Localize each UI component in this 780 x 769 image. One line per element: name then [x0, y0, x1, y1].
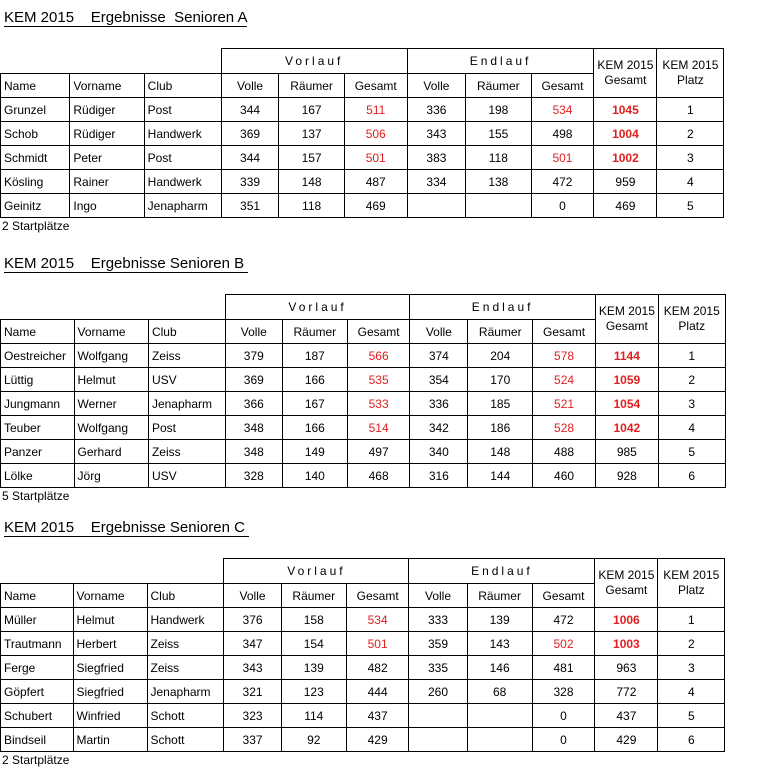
- cell-platz: 6: [658, 728, 725, 752]
- cell-club: Handwerk: [144, 122, 221, 146]
- cell-v-volle: 344: [221, 146, 279, 170]
- cell-e-volle: [409, 704, 467, 728]
- cell-vorname: Siegfried: [73, 656, 147, 680]
- header-raeumer: Räumer: [281, 584, 346, 608]
- cell-v-raeumer: 187: [282, 344, 347, 368]
- cell-vorname: Siegfried: [73, 680, 147, 704]
- cell-club: Post: [144, 146, 221, 170]
- cell-club: USV: [148, 464, 225, 488]
- cell-name: Geinitz: [1, 194, 70, 218]
- cell-club: Schott: [147, 728, 224, 752]
- cell-v-gesamt: 506: [344, 122, 407, 146]
- cell-name: Jungmann: [1, 392, 75, 416]
- startplaetze-note: 2 Startplätze: [2, 753, 70, 767]
- cell-v-raeumer: 154: [281, 632, 346, 656]
- table-row: [1, 416, 780, 440]
- cell-platz: 2: [658, 632, 725, 656]
- cell-e-raeumer: [467, 728, 532, 752]
- cell-kem-gesamt: 1004: [594, 122, 657, 146]
- cell-e-raeumer: 138: [466, 170, 531, 194]
- header-kem-gesamt: KEM 2015 Gesamt: [595, 295, 658, 344]
- cell-v-volle: 376: [224, 608, 281, 632]
- header-vorname: Vorname: [74, 320, 148, 344]
- cell-v-raeumer: 157: [279, 146, 344, 170]
- cell-e-volle: 374: [410, 344, 468, 368]
- cell-e-volle: 343: [407, 122, 465, 146]
- cell-club: Jenapharm: [148, 392, 225, 416]
- header-kem-gesamt: KEM 2015 Gesamt: [595, 559, 658, 608]
- cell-v-raeumer: 149: [282, 440, 347, 464]
- cell-v-gesamt: 511: [344, 98, 407, 122]
- cell-v-volle: 337: [224, 728, 281, 752]
- cell-e-gesamt: 0: [532, 728, 595, 752]
- cell-e-raeumer: 146: [467, 656, 532, 680]
- cell-vorname: Jörg: [74, 464, 148, 488]
- table-row: [1, 122, 780, 146]
- cell-e-volle: [407, 194, 465, 218]
- header-raeumer: Räumer: [279, 74, 344, 98]
- cell-e-volle: [409, 728, 467, 752]
- cell-kem-gesamt: 1054: [595, 392, 658, 416]
- results-table: [0, 294, 780, 488]
- cell-e-volle: 333: [409, 608, 467, 632]
- header-vorname: Vorname: [73, 584, 147, 608]
- cell-vorname: Rüdiger: [70, 98, 144, 122]
- cell-vorname: Winfried: [73, 704, 147, 728]
- cell-e-raeumer: 155: [466, 122, 531, 146]
- cell-v-raeumer: 137: [279, 122, 344, 146]
- section-title: KEM 2015 Ergebnisse Senioren C: [4, 519, 250, 536]
- cell-kem-gesamt: 1045: [594, 98, 657, 122]
- cell-v-volle: 343: [224, 656, 281, 680]
- results-table: [0, 48, 780, 218]
- header-club: Club: [147, 584, 224, 608]
- header-raeumer: Räumer: [467, 584, 532, 608]
- cell-e-volle: 354: [410, 368, 468, 392]
- cell-platz: 6: [658, 464, 725, 488]
- cell-e-gesamt: 481: [532, 656, 595, 680]
- section-title: KEM 2015 Ergebnisse Senioren B: [4, 255, 249, 272]
- cell-e-raeumer: 118: [466, 146, 531, 170]
- table-row: [1, 368, 780, 392]
- results-table: [0, 558, 780, 752]
- cell-kem-gesamt: 963: [595, 656, 658, 680]
- cell-club: Schott: [147, 704, 224, 728]
- header-gesamt: Gesamt: [532, 584, 595, 608]
- cell-name: Göpfert: [1, 680, 74, 704]
- cell-name: Trautmann: [1, 632, 74, 656]
- cell-e-raeumer: [466, 194, 531, 218]
- cell-vorname: Helmut: [73, 608, 147, 632]
- cell-v-volle: 347: [224, 632, 281, 656]
- cell-v-volle: 348: [225, 440, 282, 464]
- cell-e-gesamt: 472: [531, 170, 594, 194]
- table-row: [1, 680, 780, 704]
- cell-club: USV: [148, 368, 225, 392]
- cell-platz: 5: [657, 194, 724, 218]
- cell-e-gesamt: 488: [533, 440, 596, 464]
- cell-e-raeumer: [467, 704, 532, 728]
- cell-v-volle: 344: [221, 98, 279, 122]
- cell-e-volle: 334: [407, 170, 465, 194]
- cell-kem-gesamt: 959: [594, 170, 657, 194]
- section-senioren-c: [0, 510, 780, 769]
- cell-vorname: Wolfgang: [74, 344, 148, 368]
- header-vorname: Vorname: [70, 74, 144, 98]
- cell-v-volle: 351: [221, 194, 279, 218]
- cell-e-volle: 342: [410, 416, 468, 440]
- cell-vorname: Gerhard: [74, 440, 148, 464]
- cell-e-gesamt: 0: [531, 194, 594, 218]
- cell-name: Schubert: [1, 704, 74, 728]
- header-volle: Volle: [410, 320, 468, 344]
- cell-platz: 5: [658, 704, 725, 728]
- cell-v-raeumer: 158: [281, 608, 346, 632]
- section-senioren-a: [0, 0, 780, 246]
- header-gesamt: Gesamt: [346, 584, 409, 608]
- section-senioren-b: [0, 246, 780, 510]
- cell-vorname: Werner: [74, 392, 148, 416]
- cell-name: Oestreicher: [1, 344, 75, 368]
- cell-v-gesamt: 469: [344, 194, 407, 218]
- cell-vorname: Rüdiger: [70, 122, 144, 146]
- cell-name: Kösling: [1, 170, 70, 194]
- cell-platz: 3: [658, 656, 725, 680]
- cell-e-volle: 359: [409, 632, 467, 656]
- startplaetze-note: 2 Startplätze: [2, 219, 70, 233]
- cell-name: Teuber: [1, 416, 75, 440]
- table-row: [1, 704, 780, 728]
- cell-v-raeumer: 118: [279, 194, 344, 218]
- cell-platz: 1: [658, 344, 725, 368]
- cell-v-raeumer: 166: [282, 416, 347, 440]
- cell-e-volle: 336: [407, 98, 465, 122]
- cell-v-raeumer: 92: [281, 728, 346, 752]
- table-row: [1, 656, 780, 680]
- cell-v-gesamt: 501: [344, 146, 407, 170]
- header-gesamt: Gesamt: [344, 74, 407, 98]
- group-header-endlauf: Endlauf: [410, 295, 595, 320]
- cell-e-gesamt: 501: [531, 146, 594, 170]
- table-row: [1, 344, 780, 368]
- cell-platz: 2: [658, 368, 725, 392]
- header-kem-platz: KEM 2015 Platz: [658, 295, 725, 344]
- group-header-row: [1, 49, 780, 74]
- group-header-row: [1, 559, 780, 584]
- cell-vorname: Rainer: [70, 170, 144, 194]
- cell-club: Post: [144, 98, 221, 122]
- cell-name: Müller: [1, 608, 74, 632]
- cell-kem-gesamt: 1006: [595, 608, 658, 632]
- cell-e-raeumer: 186: [468, 416, 533, 440]
- header-kem-platz: KEM 2015 Platz: [657, 49, 724, 98]
- header-volle: Volle: [225, 320, 282, 344]
- cell-e-gesamt: 328: [532, 680, 595, 704]
- cell-e-gesamt: 578: [533, 344, 596, 368]
- cell-v-gesamt: 497: [347, 440, 410, 464]
- cell-v-raeumer: 167: [282, 392, 347, 416]
- cell-v-gesamt: 533: [347, 392, 410, 416]
- cell-e-gesamt: 528: [533, 416, 596, 440]
- table-row: [1, 98, 780, 122]
- header-name: Name: [1, 320, 75, 344]
- cell-v-raeumer: 167: [279, 98, 344, 122]
- cell-name: Bindseil: [1, 728, 74, 752]
- cell-vorname: Peter: [70, 146, 144, 170]
- cell-platz: 4: [658, 680, 725, 704]
- cell-platz: 5: [658, 440, 725, 464]
- cell-kem-gesamt: 469: [594, 194, 657, 218]
- cell-club: Zeiss: [147, 632, 224, 656]
- table-row: [1, 440, 780, 464]
- cell-v-gesamt: 514: [347, 416, 410, 440]
- cell-platz: 3: [658, 392, 725, 416]
- cell-v-gesamt: 487: [344, 170, 407, 194]
- header-name: Name: [1, 584, 74, 608]
- header-gesamt: Gesamt: [533, 320, 596, 344]
- cell-v-raeumer: 139: [281, 656, 346, 680]
- table-row: [1, 170, 780, 194]
- header-volle: Volle: [224, 584, 281, 608]
- cell-kem-gesamt: 1003: [595, 632, 658, 656]
- group-header-vorlauf: Vorlauf: [225, 295, 410, 320]
- cell-name: Ferge: [1, 656, 74, 680]
- cell-club: Zeiss: [148, 344, 225, 368]
- cell-e-raeumer: 204: [468, 344, 533, 368]
- cell-kem-gesamt: 928: [595, 464, 658, 488]
- cell-kem-gesamt: 1059: [595, 368, 658, 392]
- header-club: Club: [144, 74, 221, 98]
- cell-e-raeumer: 170: [468, 368, 533, 392]
- cell-kem-gesamt: 1042: [595, 416, 658, 440]
- group-header-endlauf: Endlauf: [409, 559, 595, 584]
- cell-v-gesamt: 444: [346, 680, 409, 704]
- cell-platz: 1: [657, 98, 724, 122]
- cell-name: Schob: [1, 122, 70, 146]
- cell-e-raeumer: 148: [468, 440, 533, 464]
- cell-e-volle: 383: [407, 146, 465, 170]
- cell-e-raeumer: 139: [467, 608, 532, 632]
- cell-name: Lüttig: [1, 368, 75, 392]
- cell-e-raeumer: 143: [467, 632, 532, 656]
- table-row: [1, 146, 780, 170]
- group-header-vorlauf: Vorlauf: [224, 559, 409, 584]
- cell-e-gesamt: 521: [533, 392, 596, 416]
- cell-v-raeumer: 166: [282, 368, 347, 392]
- cell-v-gesamt: 482: [346, 656, 409, 680]
- table-row: [1, 608, 780, 632]
- cell-vorname: Helmut: [74, 368, 148, 392]
- header-club: Club: [148, 320, 225, 344]
- cell-e-raeumer: 144: [468, 464, 533, 488]
- cell-v-gesamt: 429: [346, 728, 409, 752]
- cell-v-gesamt: 534: [346, 608, 409, 632]
- cell-name: Schmidt: [1, 146, 70, 170]
- table-row: [1, 392, 780, 416]
- cell-v-gesamt: 437: [346, 704, 409, 728]
- cell-v-volle: 321: [224, 680, 281, 704]
- cell-e-gesamt: 534: [531, 98, 594, 122]
- cell-club: Jenapharm: [147, 680, 224, 704]
- cell-club: Handwerk: [144, 170, 221, 194]
- header-raeumer: Räumer: [466, 74, 531, 98]
- cell-e-raeumer: 68: [467, 680, 532, 704]
- cell-e-gesamt: 460: [533, 464, 596, 488]
- cell-vorname: Wolfgang: [74, 416, 148, 440]
- cell-club: Post: [148, 416, 225, 440]
- cell-platz: 4: [657, 170, 724, 194]
- cell-name: Panzer: [1, 440, 75, 464]
- cell-e-gesamt: 498: [531, 122, 594, 146]
- cell-v-raeumer: 114: [281, 704, 346, 728]
- cell-e-volle: 260: [409, 680, 467, 704]
- cell-kem-gesamt: 772: [595, 680, 658, 704]
- table-row: [1, 632, 780, 656]
- cell-club: Zeiss: [147, 656, 224, 680]
- cell-kem-gesamt: 1144: [595, 344, 658, 368]
- cell-platz: 3: [657, 146, 724, 170]
- cell-vorname: Martin: [73, 728, 147, 752]
- header-kem-platz: KEM 2015 Platz: [658, 559, 725, 608]
- cell-e-gesamt: 524: [533, 368, 596, 392]
- header-kem-gesamt: KEM 2015 Gesamt: [594, 49, 657, 98]
- cell-e-raeumer: 198: [466, 98, 531, 122]
- header-gesamt: Gesamt: [531, 74, 594, 98]
- cell-kem-gesamt: 429: [595, 728, 658, 752]
- table-row: [1, 464, 780, 488]
- cell-v-gesamt: 566: [347, 344, 410, 368]
- cell-platz: 2: [657, 122, 724, 146]
- header-volle: Volle: [221, 74, 279, 98]
- cell-club: Handwerk: [147, 608, 224, 632]
- cell-name: Grunzel: [1, 98, 70, 122]
- cell-e-raeumer: 185: [468, 392, 533, 416]
- header-raeumer: Räumer: [468, 320, 533, 344]
- cell-name: Lölke: [1, 464, 75, 488]
- group-header-row: [1, 295, 780, 320]
- cell-club: Jenapharm: [144, 194, 221, 218]
- group-header-vorlauf: Vorlauf: [221, 49, 407, 74]
- cell-v-volle: 379: [225, 344, 282, 368]
- cell-v-volle: 323: [224, 704, 281, 728]
- cell-v-raeumer: 140: [282, 464, 347, 488]
- cell-vorname: Ingo: [70, 194, 144, 218]
- cell-v-gesamt: 501: [346, 632, 409, 656]
- startplaetze-note: 5 Startplätze: [2, 489, 70, 503]
- cell-platz: 1: [658, 608, 725, 632]
- cell-v-raeumer: 148: [279, 170, 344, 194]
- cell-v-gesamt: 468: [347, 464, 410, 488]
- cell-v-volle: 348: [225, 416, 282, 440]
- header-gesamt: Gesamt: [347, 320, 410, 344]
- cell-e-gesamt: 472: [532, 608, 595, 632]
- cell-e-gesamt: 502: [532, 632, 595, 656]
- cell-e-volle: 336: [410, 392, 468, 416]
- cell-v-raeumer: 123: [281, 680, 346, 704]
- cell-v-volle: 339: [221, 170, 279, 194]
- cell-e-volle: 316: [410, 464, 468, 488]
- cell-v-volle: 369: [225, 368, 282, 392]
- cell-vorname: Herbert: [73, 632, 147, 656]
- cell-e-volle: 335: [409, 656, 467, 680]
- cell-v-volle: 328: [225, 464, 282, 488]
- cell-v-gesamt: 535: [347, 368, 410, 392]
- table-row: [1, 194, 780, 218]
- cell-e-gesamt: 0: [532, 704, 595, 728]
- section-title: KEM 2015 Ergebnisse Senioren A: [4, 9, 248, 26]
- cell-club: Zeiss: [148, 440, 225, 464]
- header-raeumer: Räumer: [282, 320, 347, 344]
- table-row: [1, 728, 780, 752]
- cell-v-volle: 369: [221, 122, 279, 146]
- cell-kem-gesamt: 985: [595, 440, 658, 464]
- cell-e-volle: 340: [410, 440, 468, 464]
- cell-v-volle: 366: [225, 392, 282, 416]
- cell-kem-gesamt: 1002: [594, 146, 657, 170]
- header-name: Name: [1, 74, 70, 98]
- header-volle: Volle: [407, 74, 465, 98]
- group-header-endlauf: Endlauf: [407, 49, 594, 74]
- header-volle: Volle: [409, 584, 467, 608]
- cell-kem-gesamt: 437: [595, 704, 658, 728]
- cell-platz: 4: [658, 416, 725, 440]
